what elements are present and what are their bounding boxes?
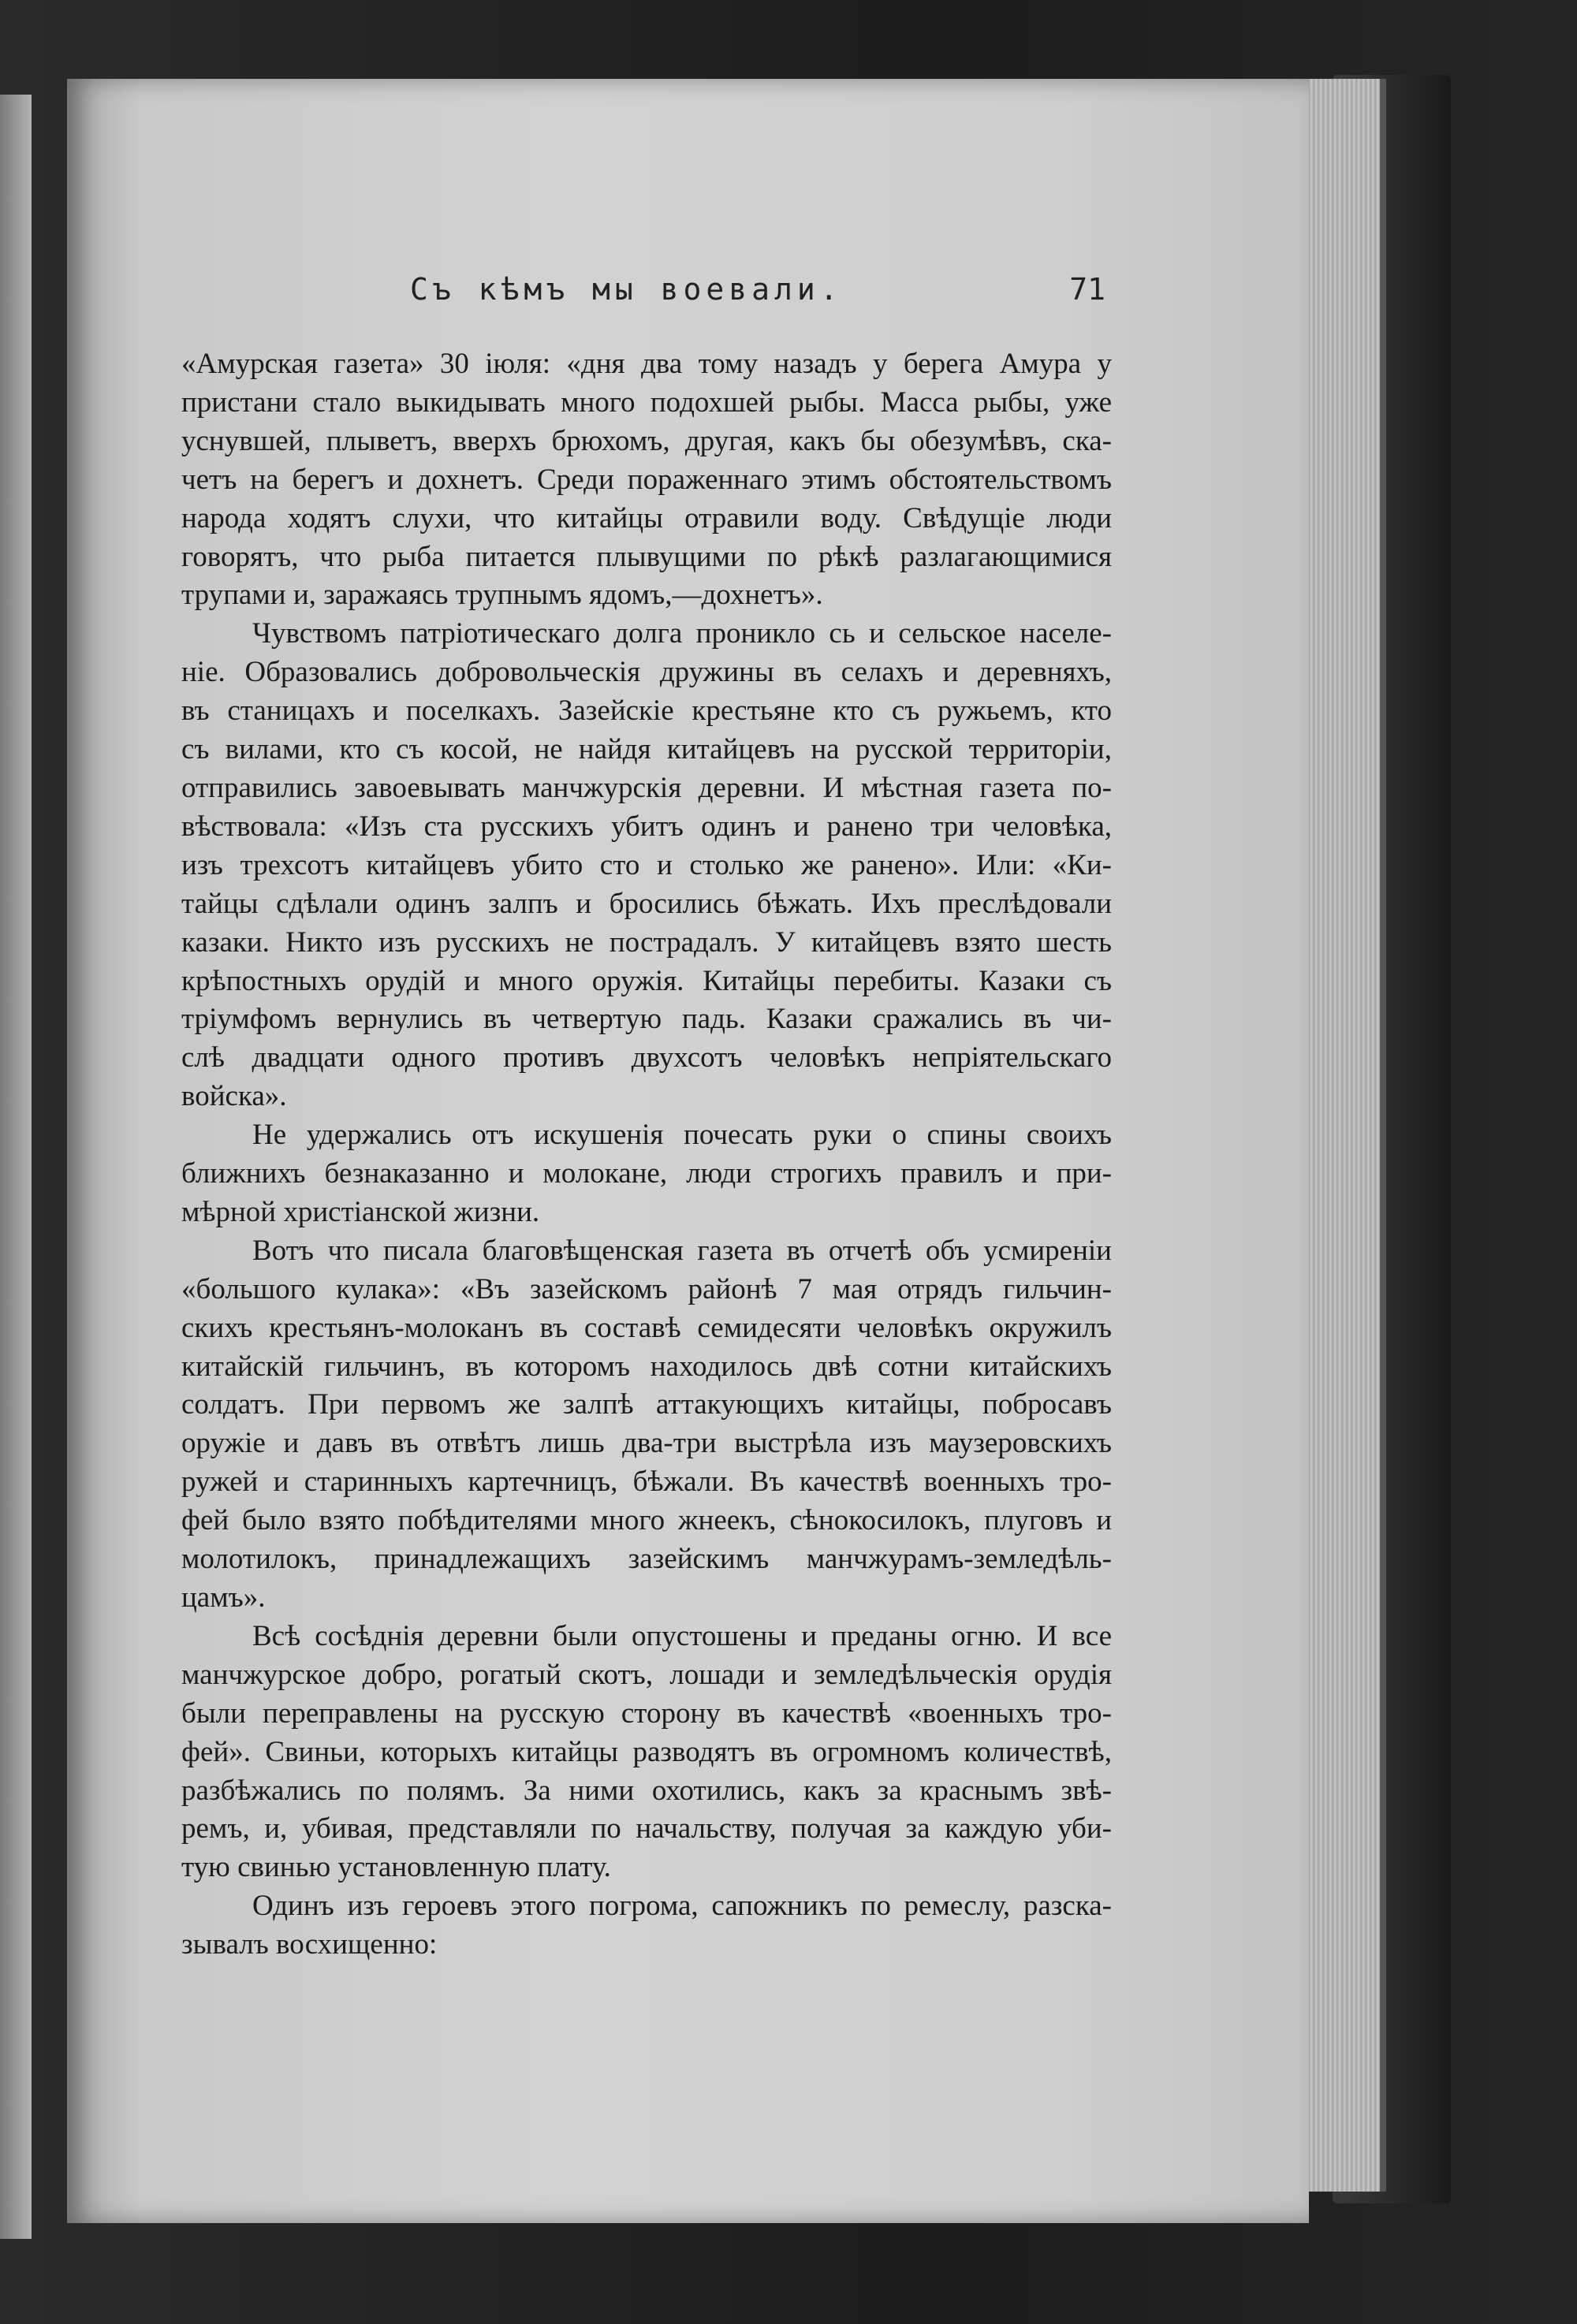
text-line: войска».	[181, 1080, 287, 1113]
text-line: цамъ».	[181, 1581, 266, 1614]
text-line: «большого кулака»: «Въ зазейскомъ районѣ 7 мая отрядъ гильчин-	[181, 1272, 1112, 1305]
paragraph	[181, 1116, 1112, 1232]
text-line: были переправлены на русскую сторону въ качествѣ «военныхъ тро-	[181, 1696, 1112, 1730]
running-title: Съ кѣмъ мы воевали.	[410, 272, 843, 307]
page-header	[410, 272, 1120, 311]
text-line: тую свинью установленную плату.	[181, 1851, 611, 1884]
text-line: «Амурская газета» 30 іюля: «дня два тому назадъ у берега Амура у	[181, 348, 1112, 380]
text-line: вѣствовала: «Изъ ста русскихъ убитъ одинъ и ранено три человѣка,	[181, 810, 1112, 843]
text-line: Одинъ изъ героевъ этого погрома, сапожникъ по ремеслу, разска-	[252, 1890, 1112, 1923]
text-line: Вотъ что писала благовѣщенская газета въ отчетѣ объ усмиреніи	[252, 1234, 1112, 1267]
text-line: четъ на берегъ и дохнетъ. Среди пораженнаго этимъ обстоятельствомъ	[181, 463, 1112, 496]
page-number: 71	[1069, 272, 1105, 307]
paragraph	[181, 345, 1112, 615]
text-line: Чувствомъ патріотическаго долга проникло сь и сельское населе-	[252, 617, 1112, 650]
text-line: Не удержались отъ искушенія почесать руки о спины своихъ	[252, 1119, 1112, 1152]
text-line: отправились завоевывать манчжурскія деревни. И мѣстная газета по-	[181, 771, 1112, 804]
left-page-edge	[0, 95, 32, 2239]
text-line: въ станицахъ и поселкахъ. Зазейскіе крестьяне кто съ ружьемъ, кто	[181, 695, 1112, 728]
text-line: Всѣ сосѣднія деревни были опустошены и преданы огню. И все	[252, 1619, 1112, 1652]
text-line: ружей и старинныхъ картечницъ, бѣжали. Въ качествѣ военныхъ тро-	[181, 1466, 1112, 1499]
text-line: слѣ двадцати одного противъ двухсотъ человѣкъ непріятельскаго	[181, 1041, 1112, 1074]
text-line: китайскій гильчинъ, въ которомъ находилось двѣ сотни китайскихъ	[181, 1350, 1112, 1383]
text-line: разбѣжались по полямъ. За ними охотились, какъ за краснымъ звѣ-	[181, 1774, 1112, 1807]
text-line: народа ходятъ слухи, что китайцы отравили воду. Свѣдущіе люди	[181, 501, 1112, 534]
text-line: фей». Свиньи, которыхъ китайцы разводятъ въ огромномъ количествѣ,	[181, 1735, 1112, 1768]
text-line: мѣрной христіанской жизни.	[181, 1195, 540, 1228]
text-line: изъ трехсотъ китайцевъ убито сто и столько же ранено». Или: «Ки-	[181, 848, 1112, 881]
text-line: ближнихъ безнаказанно и молокане, люди строгихъ правилъ и при-	[181, 1157, 1112, 1190]
text-line: скихъ крестьянъ-молоканъ въ составѣ семидесяти человѣкъ окружилъ	[181, 1311, 1112, 1344]
text-line: пристани стало выкидывать много подохшей рыбы. Масса рыбы, уже	[181, 385, 1112, 419]
text-line: трупами и, заражаясь трупнымъ ядомъ,—дохнетъ».	[181, 579, 823, 612]
text-line: молотилокъ, принадлежащихъ зазейскимъ манчжурамъ-земледѣль-	[181, 1543, 1112, 1576]
text-line: солдатъ. При первомъ же залпѣ аттакующихъ китайцы, побросавъ	[181, 1388, 1112, 1421]
text-line: казаки. Никто изъ русскихъ не пострадалъ. У китайцевъ взято шесть	[181, 926, 1112, 959]
text-line: зывалъ восхищенно:	[181, 1928, 438, 1961]
text-line: тайцы сдѣлали одинъ залпъ и бросились бѣжать. Ихъ преслѣдовали	[181, 887, 1112, 920]
paragraph	[181, 615, 1112, 1116]
text-line: фей было взято побѣдителями много жнеекъ, сѣнокосилокъ, плуговъ и	[181, 1504, 1112, 1537]
text-body	[181, 345, 1112, 1965]
text-line: ніе. Образовались добровольческія дружины въ селахъ и деревняхъ,	[181, 656, 1112, 689]
paragraph	[181, 1887, 1112, 1965]
paragraph	[181, 1618, 1112, 1887]
text-line: говорятъ, что рыба питается плывущими по рѣкѣ разлагающимися	[181, 540, 1112, 573]
text-line: ремъ, и, убивая, представляли по начальству, получая за каждую уби-	[181, 1812, 1112, 1845]
text-line: манчжурское добро, рогатый скотъ, лошади и земледѣльческія орудія	[181, 1658, 1112, 1691]
paragraph	[181, 1232, 1112, 1618]
text-line: тріумфомъ вернулись въ четвертую падь. Казаки сражались въ чи-	[181, 1003, 1112, 1036]
text-line: съ вилами, кто съ косой, не найдя китайцевъ на русской территоріи,	[181, 733, 1112, 766]
text-line: оружіе и давъ въ отвѣтъ лишь два-три выстрѣла изъ маузеровскихъ	[181, 1427, 1112, 1460]
text-line: крѣпостныхъ орудій и много оружія. Китайцы перебиты. Казаки съ	[181, 964, 1112, 997]
text-line: уснувшей, плыветъ, вверхъ брюхомъ, другая, какъ бы обезумѣвъ, ска-	[181, 424, 1112, 457]
